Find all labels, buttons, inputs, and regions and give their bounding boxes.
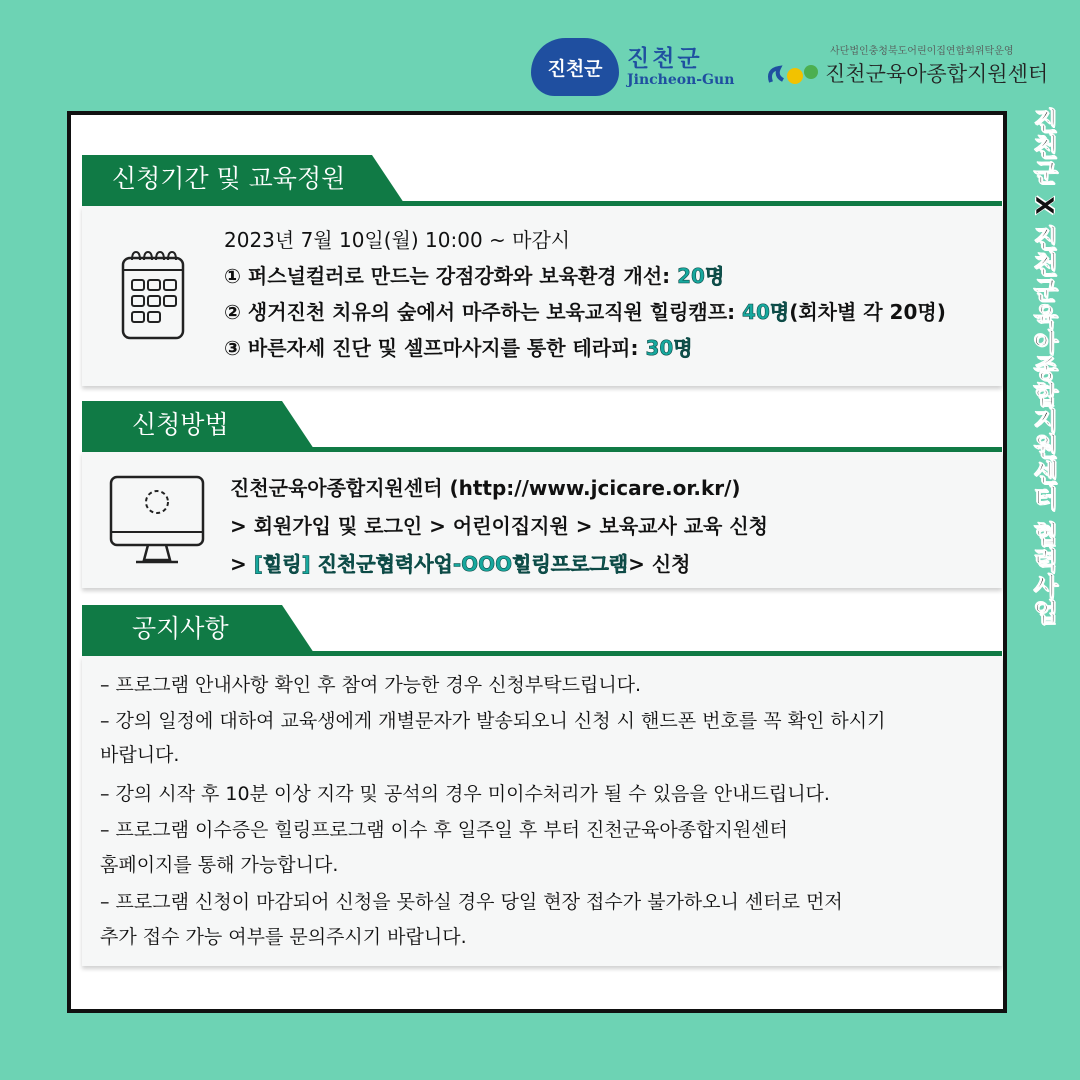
section-title-period: 신청기간 및 교육정원 bbox=[112, 164, 346, 193]
center-logo-icon bbox=[765, 60, 825, 88]
period-item-2 bbox=[224, 296, 946, 325]
period-item-1-text: ① 퍼스널컬러로 만드는 강점강화와 보육환경 개선: bbox=[224, 264, 678, 288]
method-line-3 bbox=[230, 548, 690, 577]
center-name: 진천군육아종합지원센터 bbox=[825, 62, 1049, 86]
section-tab-method bbox=[82, 401, 282, 449]
monitor-icon bbox=[108, 474, 206, 568]
notice-line-1: – 프로그램 안내사항 확인 후 참여 가능한 경우 신청부탁드립니다. bbox=[100, 674, 642, 696]
notice-line-5: – 프로그램 이수증은 힐링프로그램 이수 후 일주일 후 부터 진천군육아종합지원센터 bbox=[100, 819, 788, 841]
period-item-2-count: 40명 bbox=[742, 300, 790, 324]
jincheon-gun-logo bbox=[531, 38, 619, 96]
period-item-2-suffix: (회차별 각 20명) bbox=[789, 300, 946, 324]
jincheon-gun-name: 진천군 bbox=[627, 46, 703, 72]
method-line-3-suffix: > 신청 bbox=[628, 552, 691, 576]
section-box-notice bbox=[82, 656, 1002, 966]
period-item-1 bbox=[224, 260, 724, 289]
notice-line-6: 홈페이지를 통해 가능합니다. bbox=[100, 854, 339, 876]
section-tab-notice bbox=[82, 605, 282, 653]
side-title: 진천군 X 진천군육아종합지원센터 협력사업 bbox=[1030, 108, 1059, 626]
notice-line-2: – 강의 일정에 대하여 교육생에게 개별문자가 발송되오니 신청 시 핸드폰 번호를 꼭 확인 하시기 bbox=[100, 710, 886, 732]
period-item-2-text: ② 생거진천 치유의 숲에서 마주하는 보육교직원 힐링캠프: bbox=[224, 300, 743, 324]
notice-line-4: – 강의 시작 후 10분 이상 지각 및 공석의 경우 미이수처리가 될 수 있음을 안내드립니다. bbox=[100, 783, 830, 805]
center-sub-text: 사단법인충청북도어린이집연합회위탁운영 bbox=[830, 46, 1014, 57]
notice-line-7: – 프로그램 신청이 마감되어 신청을 못하실 경우 당일 현장 접수가 불가하오니 센터로 먼저 bbox=[100, 891, 843, 913]
notice-line-3: 바랍니다. bbox=[100, 744, 180, 766]
section-box-method bbox=[82, 452, 1002, 588]
section-box-period bbox=[82, 206, 1002, 386]
period-item-3 bbox=[224, 332, 693, 361]
notice-line-8: 추가 접수 가능 여부를 문의주시기 바랍니다. bbox=[100, 926, 467, 948]
period-item-3-text: ③ 바른자세 진단 및 셀프마사지를 통한 테라피: bbox=[224, 336, 646, 360]
section-title-method: 신청방법 bbox=[132, 410, 229, 439]
method-line-3-prefix: > bbox=[230, 552, 254, 576]
jincheon-gun-logo-text: 진천군 bbox=[547, 57, 603, 80]
period-date: 2023년 7월 10일(월) 10:00 ~ 마감시 bbox=[224, 228, 571, 252]
jincheon-gun-name-en: Jincheon-Gun bbox=[627, 72, 735, 88]
method-line-3-highlight: [힐링] 진천군협력사업-OOO힐링프로그램 bbox=[253, 552, 629, 576]
header-logos bbox=[525, 30, 1055, 110]
period-item-1-count: 20명 bbox=[677, 264, 725, 288]
section-tab-period bbox=[82, 155, 372, 203]
calendar-icon bbox=[120, 246, 186, 342]
method-line-1: 진천군육아종합지원센터 (http://www.jcicare.or.kr/) bbox=[230, 476, 741, 500]
section-title-notice: 공지사항 bbox=[132, 614, 229, 643]
period-item-3-count: 30명 bbox=[645, 336, 693, 360]
method-line-2: > 회원가입 및 로그인 > 어린이집지원 > 보육교사 교육 신청 bbox=[230, 514, 768, 538]
